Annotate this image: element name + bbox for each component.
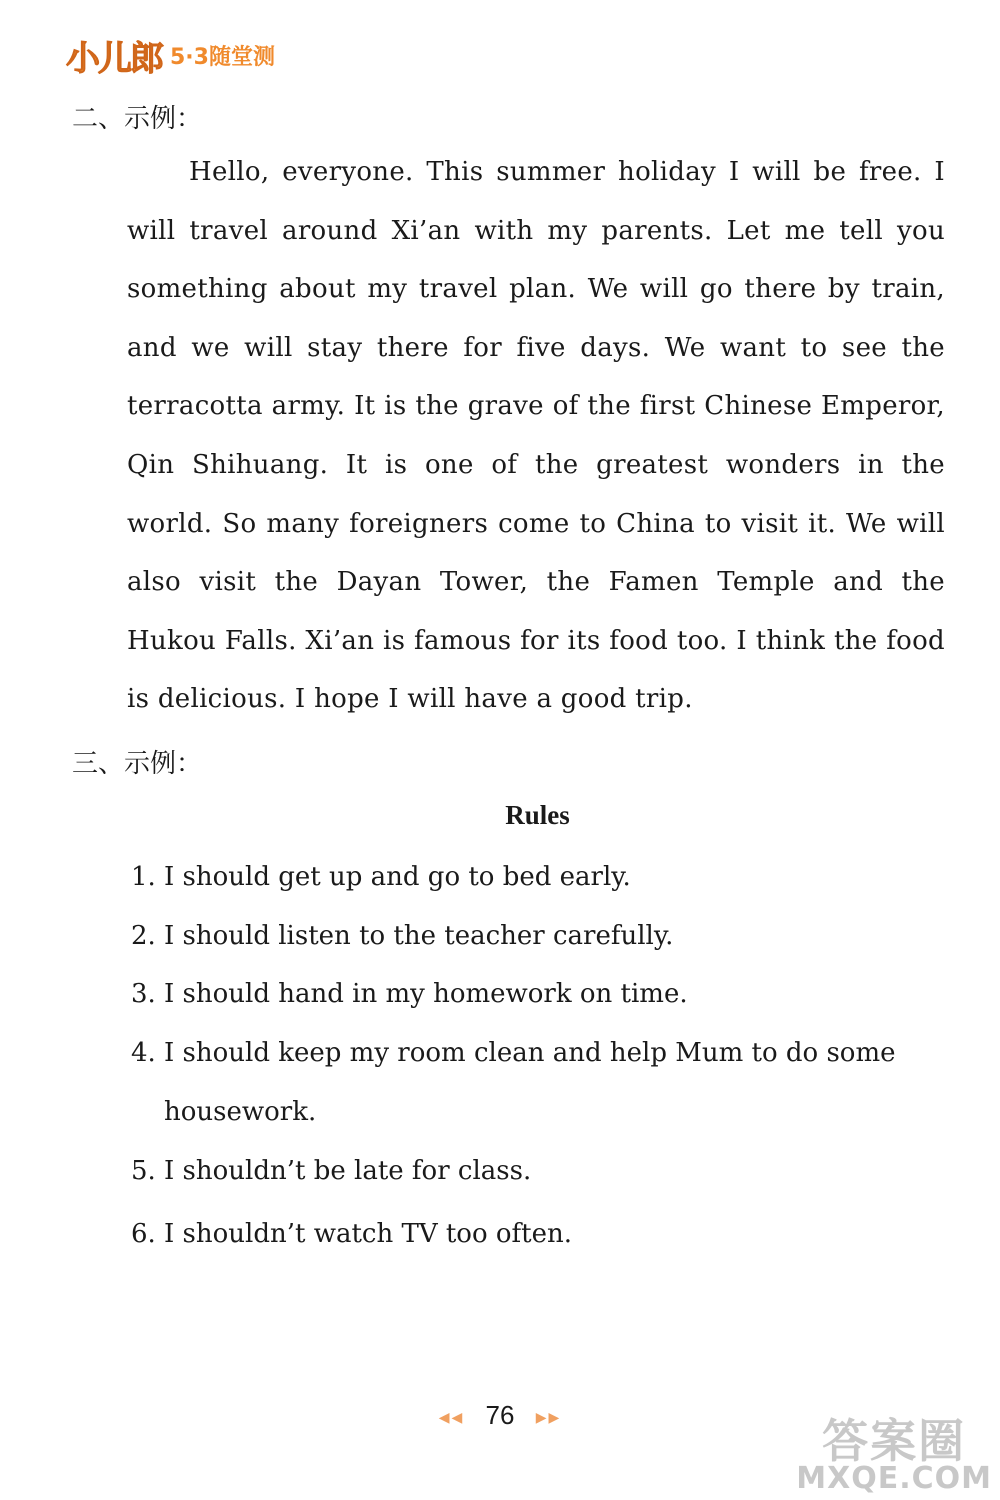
publisher-logo [66,32,275,78]
prev-arrows-icon: ◀◀ [438,1408,465,1425]
rule-item: 3. I should hand in my homework on time. [131,979,688,1009]
watermark-bottom: MXQE.COM [796,1461,992,1496]
rule-item: 6. I shouldn’t watch TV too often. [131,1219,573,1249]
section-2-paragraph [127,143,945,729]
paragraph-text: Hello, everyone. This summer holiday I will be free. I will travel around Xi’an with my parents. Let me tell you something about my travel plan. We will go there by train, and we will stay there for five days. We want to see the terracotta army. It is the grave of the first Chinese Emperor, Qin Shihuang. It is one of the greatest wonders in the world. So many foreigners come to China to visit it. We will also visit the Dayan Tower, the Famen Temple and the Hukou Falls. Xi’an is famous for its food too. I think the food is delicious. I hope I will have a good trip. [127,157,945,715]
rule-item: 4. I should keep my room clean and help Mum to do some housework. [131,1024,951,1141]
logo-sub-text: 5·3随堂测 [170,44,275,70]
section-3-heading: 三、示例： [72,749,203,779]
page-number: 76 [485,1400,515,1430]
section-2-heading: 二、示例： [72,104,203,134]
watermark [796,1414,992,1496]
rule-item: 5. I shouldn’t be late for class. [131,1156,532,1186]
rules-title: Rules [505,800,570,830]
rule-item: 2. I should listen to the teacher carefully. [131,921,674,951]
watermark-top: 答案圈 [822,1414,967,1468]
rule-item: 1. I should get up and go to bed early. [131,862,631,892]
rule-continuation: housework. [164,1096,317,1127]
next-arrows-icon: ▶▶ [535,1408,562,1425]
logo-main-text: 小儿郎 [66,38,162,79]
